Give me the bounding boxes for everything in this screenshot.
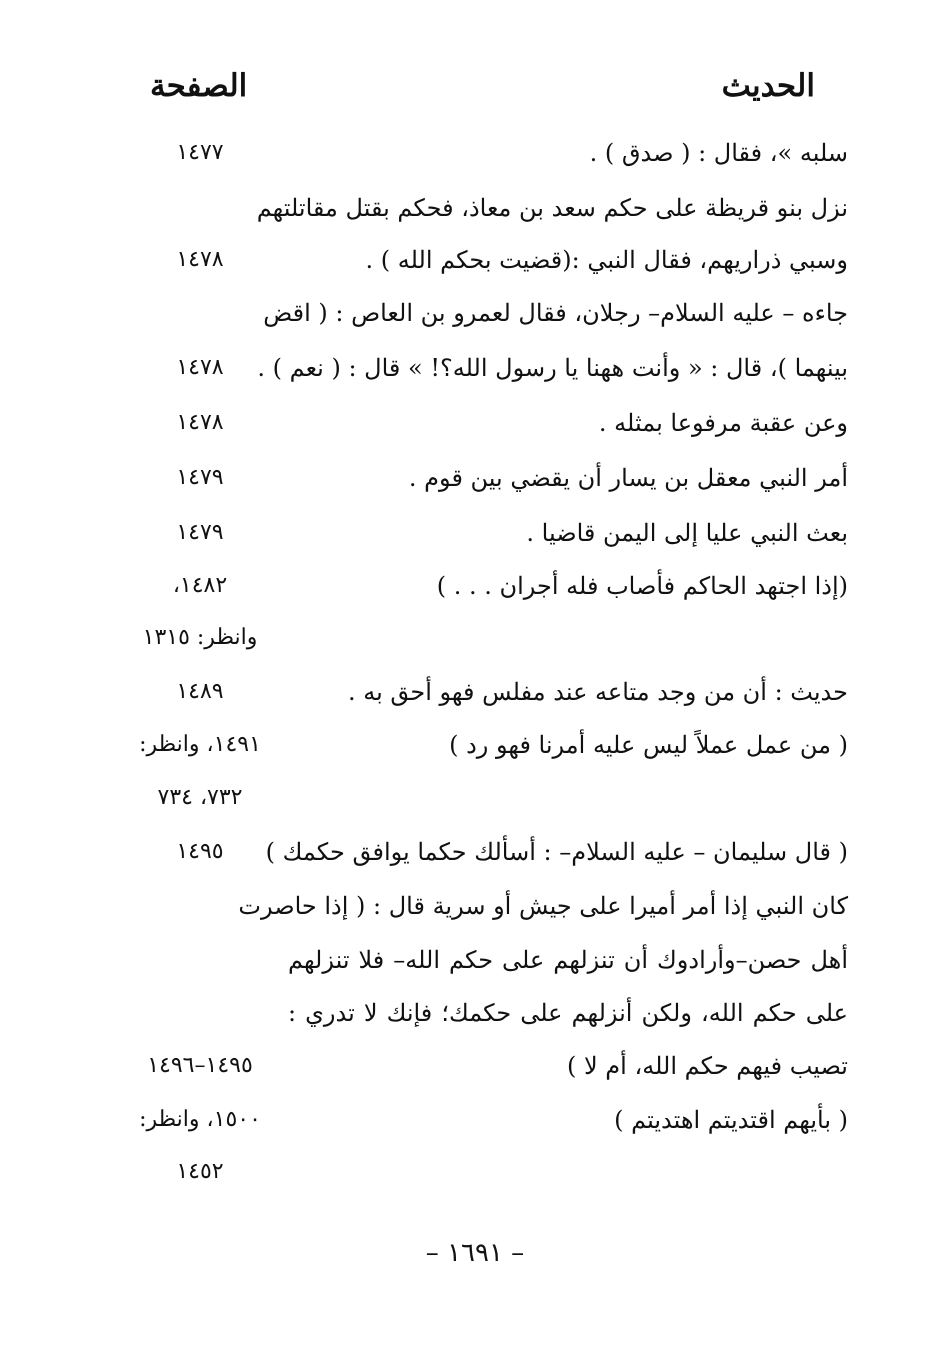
- page-reference: ١٤٧٩: [176, 520, 224, 545]
- page-reference: ١٤٩٥: [176, 839, 224, 864]
- index-row: [0, 458, 950, 498]
- index-row: [0, 188, 950, 228]
- hadith-text: ( من عمل عملاً ليس عليه أمرنا فهو رد ): [449, 731, 848, 759]
- hadith-text: بينهما )، قال : « وأنت ههنا يا رسول الله؟! » قال : ( نعم ) .: [257, 354, 848, 382]
- page-reference: ١٤٧٨: [176, 355, 224, 380]
- hadith-text: بعث النبي عليا إلى اليمن قاضيا .: [526, 519, 848, 547]
- page-reference: ١٤٧٧: [176, 140, 224, 165]
- page-reference: ١٥٠٠، وانظر:: [139, 1107, 261, 1132]
- index-row: [0, 1046, 950, 1086]
- index-row: [0, 832, 950, 872]
- hadith-column-header: الحديث: [721, 68, 815, 104]
- hadith-text: ( بأيهم اقتديتم اهتديتم ): [614, 1106, 848, 1134]
- index-row: [0, 1152, 950, 1192]
- index-row: [0, 886, 950, 926]
- index-row: [0, 566, 950, 606]
- hadith-text: تصيب فيهم حكم الله، أم لا ): [566, 1052, 848, 1080]
- index-row: [0, 348, 950, 388]
- hadith-text: جاءه – عليه السلام– رجلان، فقال لعمرو بن العاص : ( اقض: [263, 299, 848, 327]
- hadith-text: وعن عقبة مرفوعا بمثله .: [598, 409, 848, 437]
- index-row: [0, 672, 950, 712]
- index-row: [0, 1100, 950, 1140]
- hadith-text: سلبه »، فقال : ( صدق ) .: [589, 139, 848, 167]
- page-reference: ١٤٨٢،: [172, 573, 228, 598]
- page-reference: ١٤٧٨: [176, 247, 224, 272]
- page-reference: ١٤٥٢: [176, 1159, 224, 1184]
- page-reference: وانظر: ١٣١٥: [142, 625, 258, 650]
- page-reference: ١٤٧٩: [176, 465, 224, 490]
- page-column-header: الصفحة: [150, 68, 248, 104]
- hadith-text: وسبي ذراريهم، فقال النبي :(قضيت بحكم الله ) .: [365, 246, 848, 274]
- hadith-text: أمر النبي معقل بن يسار أن يقضي بين قوم .: [408, 464, 848, 492]
- hadith-text: على حكم الله، ولكن أنزلهم على حكمك؛ فإنك لا تدري :: [288, 999, 848, 1027]
- hadith-text: حديث : أن من وجد متاعه عند مفلس فهو أحق به .: [347, 678, 848, 706]
- index-row: [0, 513, 950, 553]
- page-reference: ٧٣٢، ٧٣٤: [157, 785, 243, 810]
- page-reference: ١٤٨٩: [176, 679, 224, 704]
- page-reference: ١٤٩٥–١٤٩٦: [147, 1053, 253, 1078]
- page-number: – ١٦٩١ –: [425, 1238, 525, 1268]
- index-row: [0, 778, 950, 818]
- page-reference: ١٤٩١، وانظر:: [139, 732, 261, 757]
- hadith-text: أهل حصن–وأرادوك أن تنزلهم على حكم الله– فلا تنزلهم: [288, 946, 848, 974]
- hadith-text: نزل بنو قريظة على حكم سعد بن معاذ، فحكم بقتل مقاتلتهم: [256, 194, 848, 222]
- index-row: [0, 133, 950, 173]
- hadith-text: ( قال سليمان – عليه السلام– : أسألك حكما يوافق حكمك ): [265, 838, 848, 866]
- index-row: [0, 940, 950, 980]
- index-row: [0, 403, 950, 443]
- page-reference: ١٤٧٨: [176, 410, 224, 435]
- hadith-text: كان النبي إذا أمر أميرا على جيش أو سرية قال : ( إذا حاصرت: [238, 892, 848, 920]
- index-row: [0, 725, 950, 765]
- hadith-text: (إذا اجتهد الحاكم فأصاب فله أجران . . . ): [436, 572, 848, 600]
- index-row: [0, 240, 950, 280]
- index-row: [0, 293, 950, 333]
- index-row: [0, 618, 950, 658]
- index-row: [0, 993, 950, 1033]
